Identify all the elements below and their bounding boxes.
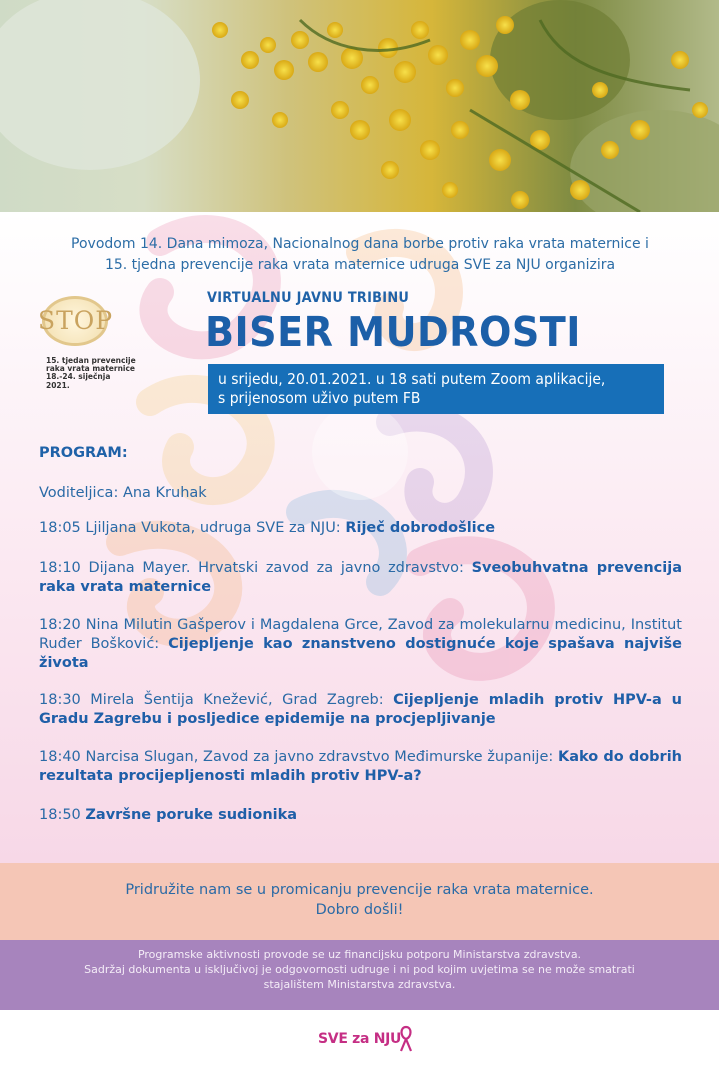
program-item-5-title: Kako do dobrih rezultata procijepljenosti mladih protiv HPV-a? <box>39 749 682 784</box>
program-item-6-title: Završne poruke sudionika <box>85 807 298 823</box>
stop-logo-line-4: 18.-24. siječnja 2021. <box>46 372 111 390</box>
program-item-1-title: Riječ dobrodošlice <box>345 520 496 536</box>
stop-logo-word: STOP <box>38 306 114 335</box>
program-item-3-title: Cijepljenje kao znanstveno dostignuće koje spašava najviše života <box>39 636 683 671</box>
join-line-2: Dobro došli! <box>315 902 404 918</box>
funding-line-2: Sadržaj dokumenta u isključivoj je odgovornosti udruge i ni pod kojim uvjetima se ne može smatrati <box>84 963 635 976</box>
program-item-5 <box>39 748 682 786</box>
funding-line-3: stajalištem Ministarstva zdravstva. <box>263 978 456 991</box>
program-host: Voditeljica: Ana Kruhak <box>39 485 207 501</box>
event-title: BISER MUDROSTI <box>205 308 581 356</box>
sve-za-nju-logo: SVE za NJU <box>318 1031 402 1047</box>
event-date-box <box>208 364 664 414</box>
program-item-6 <box>39 806 682 825</box>
program-item-4 <box>39 691 682 729</box>
program-item-1-speaker: 18:05 Ljiljana Vukota, udruga SVE za NJU: <box>39 520 346 536</box>
program-item-3 <box>39 616 682 673</box>
join-band <box>0 863 719 940</box>
event-subtitle: VIRTUALNU JAVNU TRIBINU <box>207 290 410 306</box>
stop-logo <box>32 294 136 390</box>
funding-line-1: Programske aktivnosti provode se uz financijsku potporu Ministarstva zdravstva. <box>137 948 582 961</box>
pink-ribbon-icon <box>399 1025 413 1053</box>
funding-notice <box>0 940 719 1010</box>
stop-logo-line-3: raka vrata maternice <box>46 364 136 373</box>
stop-logo-line-2: 15. tjedan prevencije <box>46 356 136 365</box>
program-item-2 <box>39 559 682 597</box>
program-item-2-title: Sveobuhvatna prevencija raka vrata maternice <box>39 560 682 595</box>
program-item-3-speaker: 18:20 Nina Milutin Gašperov i Magdalena Grce, Zavod za molekularnu medicinu, Institut Ruđer Bošković: <box>39 617 682 652</box>
footer <box>0 1010 719 1065</box>
program-item-1 <box>39 519 682 538</box>
event-date-line-1: u srijedu, 20.01.2021. u 18 sati putem Zoom aplikacije, <box>218 370 606 388</box>
program-item-2-speaker: 18:10 Dijana Mayer. Hrvatski zavod za javno zdravstvo: <box>39 560 472 576</box>
program-item-4-title: Cijepljenje mladih protiv HPV-a u Gradu Zagrebu i posljedice epidemije na procjepljivanje <box>39 692 683 727</box>
poster-body <box>0 212 719 863</box>
intro-line-2: 15. tjedna prevencije raka vrata maternice udruga SVE za NJU organizira <box>104 257 616 273</box>
program-item-5-speaker: 18:40 Narcisa Slugan, Zavod za javno zdravstvo Međimurske županije: <box>39 749 558 765</box>
mimosa-illustration <box>0 0 719 212</box>
intro-line-1: Povodom 14. Dana mimoza, Nacionalnog dana borbe protiv raka vrata maternice i <box>71 236 649 252</box>
program-item-4-speaker: 18:30 Mirela Šentija Knežević, Grad Zagreb: <box>39 692 394 708</box>
join-line-1: Pridružite nam se u promicanju prevencije raka vrata maternice. <box>125 882 594 898</box>
mimosa-photo <box>0 0 719 212</box>
program-item-6-speaker: 18:50 <box>39 807 86 823</box>
event-date-line-2: s prijenosom uživo putem FB <box>218 389 421 407</box>
program-heading: PROGRAM: <box>39 445 128 461</box>
